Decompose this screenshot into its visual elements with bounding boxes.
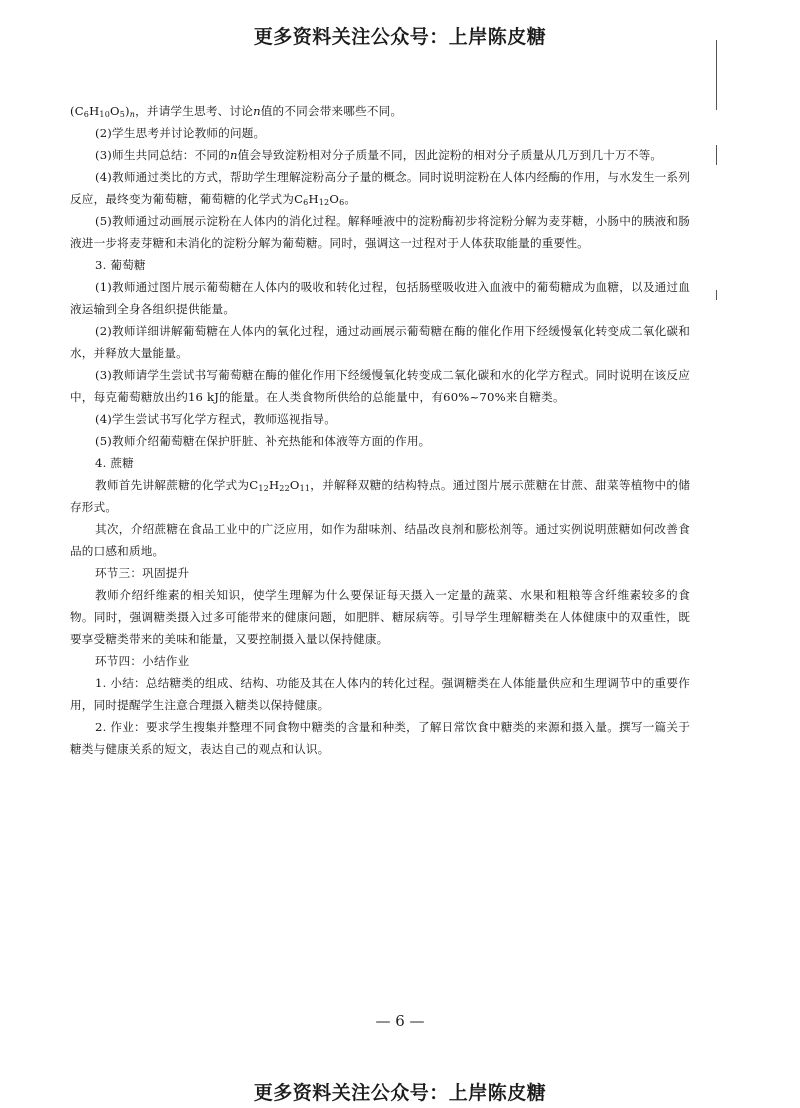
paragraph: 1. 小结：总结糖类的组成、结构、功能及其在人体内的转化过程。强调糖类在人体能量供应和生理调节中的重要作用，同时提醒学生注意合理摄入糖类以保持健康。 xyxy=(70,676,690,712)
paragraph: $(C_6H_{10}O_5)_n$，并请学生思考、讨论n值的不同会带来哪些不同。 xyxy=(70,104,403,119)
page-edge-line xyxy=(716,145,717,165)
paragraph: 2. 作业：要求学生搜集并整理不同食物中糖类的含量和种类，了解日常饮食中糖类的来源和摄入量。撰写一篇关于糖类与健康关系的短文，表达自己的观点和认识。 xyxy=(70,720,690,756)
paragraph: (3)教师请学生尝试书写葡萄糖在酶的催化作用下经缓慢氧化转变成二氧化碳和水的化学方程式。同时说明在该反应中，每克葡萄糖放出约16 kJ的能量。在人类食物所供给的总能量中，有60%~70%来自糖类。 xyxy=(70,368,690,404)
paragraph: (5)教师介绍葡萄糖在保护肝脏、补充热能和体液等方面的作用。 xyxy=(95,434,431,448)
paragraph: (2)学生思考并讨论教师的问题。 xyxy=(95,126,266,140)
paragraph: 教师首先讲解蔗糖的化学式为$C_{12}H_{22}O_{11}$，并解释双糖的结构特点。通过图片展示蔗糖在甘蔗、甜菜等植物中的储存形式。 xyxy=(70,478,691,514)
page-edge-line xyxy=(716,290,717,300)
paragraph: (4)学生尝试书写化学方程式，教师巡视指导。 xyxy=(95,412,337,426)
paragraph: (5)教师通过动画展示淀粉在人体内的消化过程。解释唾液中的淀粉酶初步将淀粉分解为麦芽糖，小肠中的胰液和肠液进一步将麦芽糖和未消化的淀粉分解为葡萄糖。同时，强调这一过程对于人体获取能量的重要性。 xyxy=(70,214,690,250)
page-edge-line xyxy=(716,40,717,110)
section-heading: 环节四：小结作业 xyxy=(95,654,190,668)
paragraph: 教师介绍纤维素的相关知识，使学生理解为什么要保证每天摄入一定量的蔬菜、水果和粗粮等含纤维素较多的食物。同时，强调糖类摄入过多可能带来的健康问题，如肥胖、糖尿病等。引导学生理解糖类在人体健康中的双重性，既要享受糖类带来的美味和能量，又要控制摄入量以保持健康。 xyxy=(70,588,690,646)
page-number: — 6 — xyxy=(375,1012,425,1030)
header-banner: 更多资料关注公众号：上岸陈皮糖 xyxy=(253,26,547,48)
section-heading: 4. 蔗糖 xyxy=(95,456,134,470)
paragraph: (4)教师通过类比的方式，帮助学生理解淀粉高分子量的概念。同时说明淀粉在人体内经酶的作用，与水发生一系列反应，最终变为葡萄糖，葡萄糖的化学式为$C_6H_{12}O_6$。 xyxy=(70,170,690,207)
section-heading: 3. 葡萄糖 xyxy=(95,258,146,272)
section-heading: 环节三：巩固提升 xyxy=(95,566,190,580)
paragraph: (2)教师详细讲解葡萄糖在人体内的氧化过程，通过动画展示葡萄糖在酶的催化作用下经缓慢氧化转变成二氧化碳和水，并释放大量能量。 xyxy=(70,324,690,360)
document-body xyxy=(70,100,690,760)
paragraph: 其次，介绍蔗糖在食品工业中的广泛应用，如作为甜味剂、结晶改良剂和膨松剂等。通过实例说明蔗糖如何改善食品的口感和质地。 xyxy=(70,522,690,558)
paragraph: (1)教师通过图片展示葡萄糖在人体内的吸收和转化过程，包括肠壁吸收进入血液中的葡萄糖成为血糖，以及通过血液运输到全身各组织提供能量。 xyxy=(70,280,690,316)
paragraph: (3)师生共同总结：不同的n值会导致淀粉相对分子质量不同，因此淀粉的相对分子质量从几万到几十万不等。 xyxy=(95,148,663,162)
footer-banner: 更多资料关注公众号：上岸陈皮糖 xyxy=(253,1082,547,1104)
